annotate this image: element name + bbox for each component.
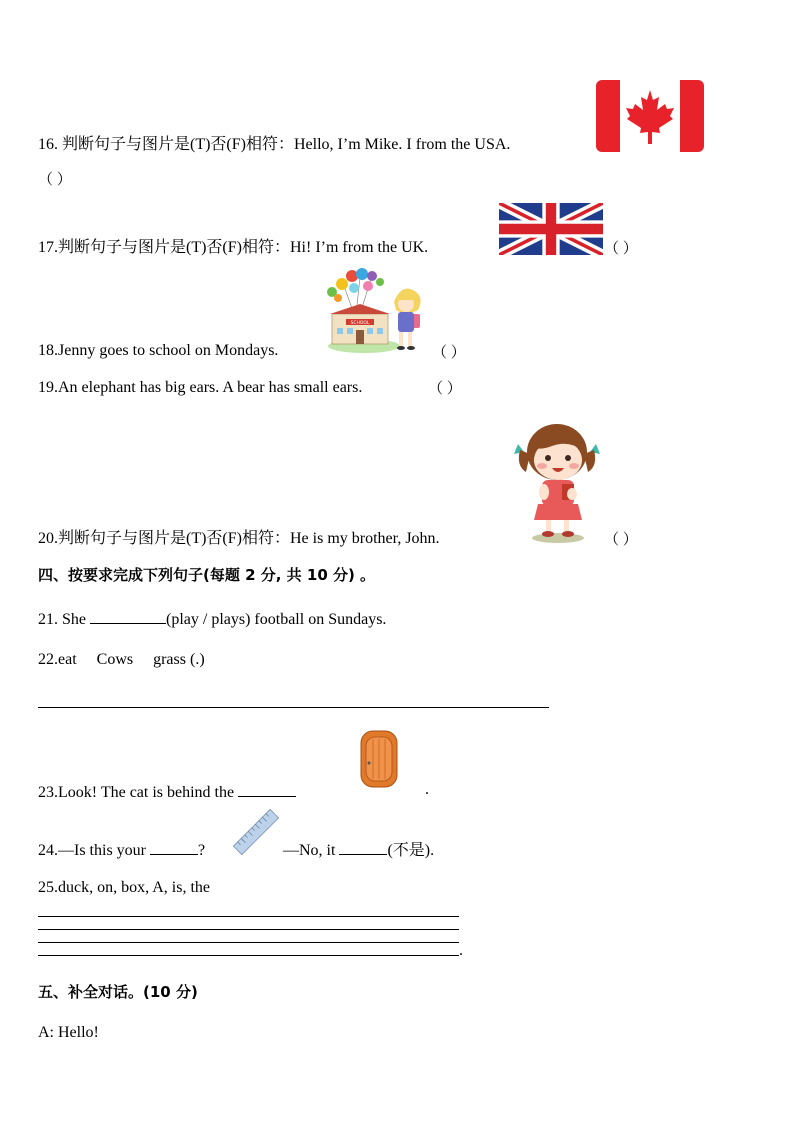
- answer-paren-18[interactable]: （ ）: [432, 345, 466, 361]
- question-24-answer: [283, 838, 434, 861]
- section-4-title: 四、按要求完成下列句子(每题 2 分, 共 10 分) 。: [38, 566, 376, 584]
- question-17: 17.判断句子与图片是(T)否(F)相符：Hi! I’m from the UK.: [38, 239, 429, 256]
- question-23-end: .: [425, 781, 429, 798]
- answer-paren-17[interactable]: （ ）: [604, 241, 638, 257]
- girl-image: [512, 410, 602, 546]
- question-24: [38, 838, 205, 861]
- question-24-suffix: (不是).: [387, 842, 435, 859]
- question-23-prefix: 23.Look! The cat is behind the: [38, 784, 239, 801]
- question-24-prefix: 24.—Is this your: [38, 842, 150, 859]
- question-22: 22.eat Cows grass (.): [38, 651, 205, 668]
- question-21-prefix: 21. She: [38, 611, 90, 628]
- question-25: 25.duck, on, box, A, is, the: [38, 879, 210, 896]
- answer-paren-19[interactable]: （ ）: [428, 381, 462, 397]
- question-20: 20.判断句子与图片是(T)否(F)相符：He is my brother, John.: [38, 530, 440, 547]
- question-21-suffix: (play / plays) football on Sundays.: [166, 611, 387, 628]
- answer-paren-16[interactable]: （ ）: [38, 172, 72, 188]
- ruler-image: [232, 808, 280, 856]
- question-21: [38, 607, 386, 630]
- school-sign-text: SCHOOL: [350, 321, 370, 326]
- answer-line-25b[interactable]: [38, 929, 459, 930]
- answer-line-25c[interactable]: [38, 942, 459, 943]
- answer-line-22[interactable]: [38, 707, 549, 708]
- schoolbag-image: [357, 727, 401, 791]
- uk-flag-image: [499, 203, 603, 255]
- question-24-mid: ?: [198, 842, 206, 859]
- answer-blank-24a[interactable]: [150, 838, 198, 855]
- dialogue-line-1: A: Hello!: [38, 1024, 99, 1041]
- answer-blank-24b[interactable]: [339, 838, 387, 855]
- section-5-title: 五、补全对话。(10 分): [38, 983, 198, 1001]
- question-19: 19.An elephant has big ears. A bear has small ears.: [38, 379, 363, 396]
- question-25-end: .: [459, 942, 463, 959]
- question-23: [38, 780, 296, 803]
- answer-blank-21[interactable]: [90, 607, 166, 624]
- question-16: 16. 判断句子与图片是(T)否(F)相符：Hello, I’m Mike. I from the USA.: [38, 136, 511, 153]
- school-girl-image: [324, 266, 432, 358]
- answer-paren-20[interactable]: （ ）: [604, 532, 638, 548]
- question-18: 18.Jenny goes to school on Mondays.: [38, 342, 279, 359]
- answer-line-25d[interactable]: [38, 955, 459, 956]
- answer-line-25a[interactable]: [38, 916, 459, 917]
- answer-blank-23[interactable]: [238, 780, 296, 797]
- question-24-answer-prefix: —No, it: [283, 842, 340, 859]
- canada-flag-image: [596, 80, 704, 152]
